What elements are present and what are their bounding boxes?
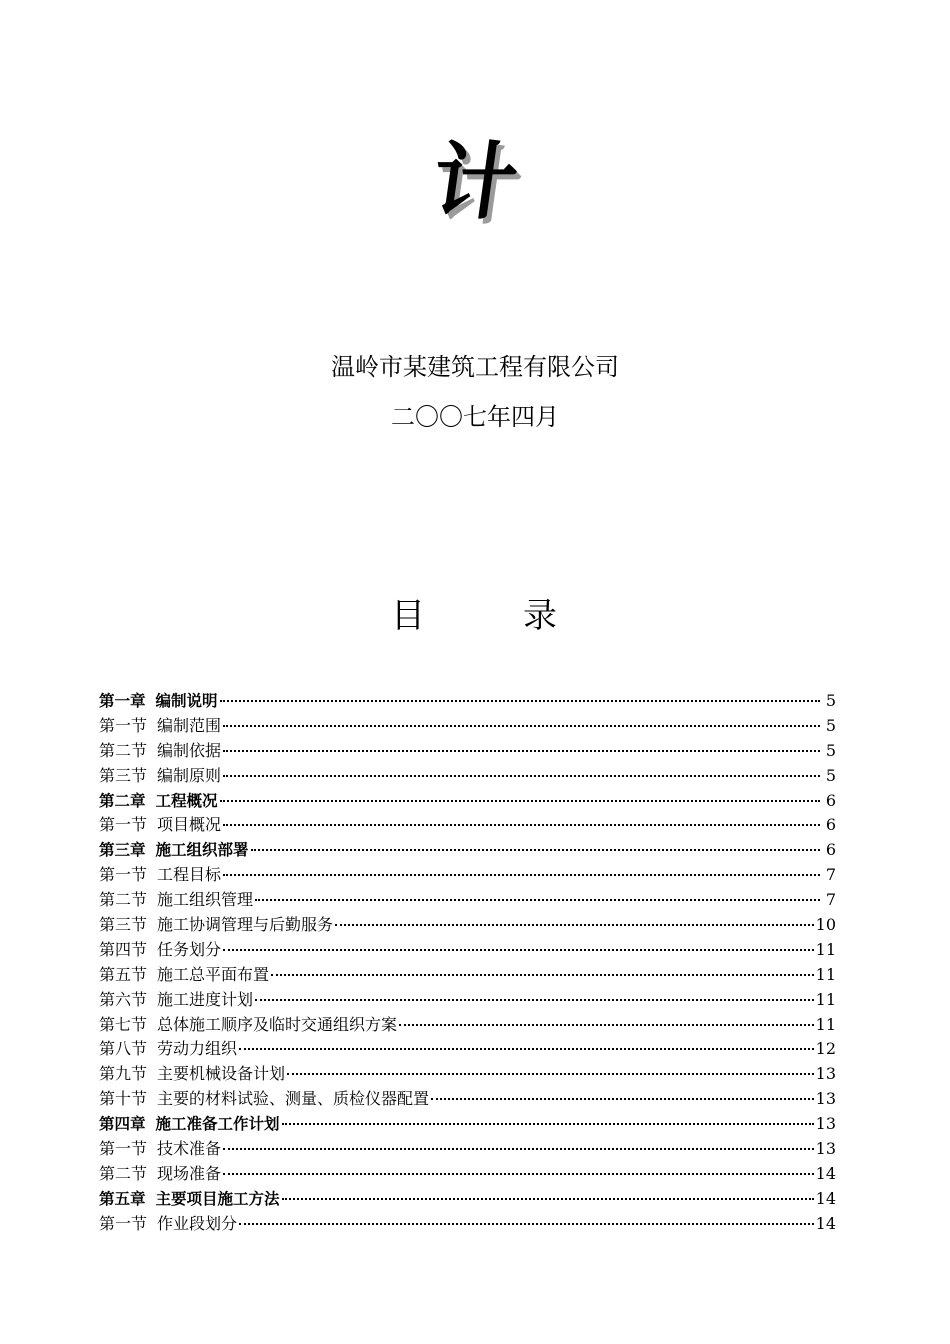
toc-page-number: 5	[825, 691, 836, 710]
toc-entry-title: 编制说明	[155, 692, 218, 710]
toc-entry-label	[99, 1112, 280, 1137]
toc-chapter-entry[interactable]	[99, 1112, 836, 1137]
toc-page-number: 7	[825, 865, 836, 885]
toc-page-number: 5	[825, 715, 836, 735]
toc-entry-number: 第一章	[99, 692, 146, 710]
toc-page-number: 11	[815, 989, 836, 1009]
toc-dot-leader	[223, 874, 820, 876]
toc-dot-leader	[255, 899, 820, 901]
toc-dot-leader	[271, 974, 814, 976]
toc-dot-leader	[335, 924, 814, 926]
toc-dot-leader	[223, 824, 820, 826]
cover-title: 计	[426, 133, 524, 231]
toc-entry-label	[99, 1162, 221, 1187]
toc-page-number: 5	[825, 765, 836, 785]
toc-entry-title: 主要项目施工方法	[155, 1189, 280, 1208]
toc-dot-leader	[251, 849, 820, 851]
toc-entry-number: 第四章	[99, 1115, 146, 1134]
toc-dot-leader	[220, 700, 820, 702]
toc-page-number: 11	[815, 964, 836, 984]
toc-entry-label	[99, 689, 218, 714]
toc-section-entry[interactable]	[99, 888, 836, 913]
toc-heading-right: 录	[523, 596, 559, 636]
toc-entry-title: 主要机械设备计划	[157, 1064, 286, 1084]
toc-section-entry[interactable]	[99, 988, 836, 1013]
toc-entry-number: 第四节	[99, 939, 148, 959]
toc-entry-number: 第六节	[99, 989, 148, 1009]
toc-page-number: 13	[815, 1114, 836, 1134]
toc-dot-leader	[282, 1123, 814, 1125]
toc-chapter-entry[interactable]	[99, 689, 836, 714]
toc-page-number: 6	[825, 790, 836, 810]
toc-entry-label	[99, 1062, 285, 1087]
toc-page-number: 7	[825, 890, 836, 910]
toc-entry-label	[99, 714, 221, 739]
toc-entry-title: 施工组织部署	[155, 841, 249, 860]
toc-page-number: 6	[825, 815, 836, 835]
toc-entry-title: 工程目标	[157, 865, 222, 885]
toc-dot-leader	[223, 750, 820, 752]
toc-entry-label	[99, 863, 221, 888]
toc-entry-title: 总体施工顺序及临时交通组织方案	[157, 1014, 398, 1034]
toc-entry-label	[99, 1087, 429, 1112]
toc-section-entry[interactable]	[99, 1087, 836, 1112]
toc-dot-leader	[255, 999, 814, 1001]
toc-section-entry[interactable]	[99, 1062, 836, 1087]
toc-section-entry[interactable]	[99, 1212, 836, 1237]
toc-entry-number: 第一节	[99, 1139, 148, 1159]
toc-entry-number: 第三节	[99, 915, 148, 935]
toc-section-entry[interactable]	[99, 1162, 836, 1187]
toc-entry-title: 项目概况	[157, 815, 222, 835]
toc-entry-title: 任务划分	[157, 939, 222, 959]
toc-entry-number: 第三章	[99, 841, 146, 860]
toc-entry-label	[99, 988, 253, 1013]
toc-page-number: 13	[815, 1089, 836, 1109]
toc-dot-leader	[223, 1148, 814, 1150]
toc-entry-label	[99, 764, 221, 789]
toc-section-entry[interactable]	[99, 863, 836, 888]
toc-entry-number: 第五节	[99, 964, 148, 984]
toc-entry-number: 第二章	[99, 791, 146, 810]
toc-section-entry[interactable]	[99, 1137, 836, 1162]
toc-entry-label	[99, 1013, 397, 1038]
toc-section-entry[interactable]	[99, 938, 836, 963]
toc-page-number: 14	[815, 1213, 836, 1233]
toc-heading	[0, 592, 950, 640]
toc-entry-title: 编制依据	[157, 740, 222, 760]
toc-entry-number: 第一节	[99, 815, 148, 835]
toc-entry-label	[99, 1037, 237, 1062]
toc-section-entry[interactable]	[99, 963, 836, 988]
toc-section-entry[interactable]	[99, 714, 836, 739]
toc-dot-leader	[223, 1173, 814, 1175]
toc-section-entry[interactable]	[99, 1037, 836, 1062]
toc-entry-label	[99, 1137, 221, 1162]
toc-entry-number: 第一节	[99, 865, 148, 885]
toc-entry-number: 第五章	[99, 1189, 146, 1208]
toc-entry-title: 施工进度计划	[157, 989, 254, 1009]
toc-page-number: 13	[815, 1139, 836, 1159]
toc-dot-leader	[223, 725, 820, 727]
toc-section-entry[interactable]	[99, 739, 836, 764]
toc-entry-number: 第三节	[99, 765, 148, 785]
toc-entry-title: 施工协调管理与后勤服务	[157, 915, 334, 935]
toc-dot-leader	[223, 775, 820, 777]
toc-chapter-entry[interactable]	[99, 789, 836, 814]
toc-entry-title: 现场准备	[157, 1163, 222, 1183]
toc-entry-title: 编制范围	[157, 715, 222, 735]
toc-section-entry[interactable]	[99, 1013, 836, 1038]
toc-entry-number: 第二节	[99, 890, 148, 910]
toc-entry-title: 主要的材料试验、测量、质检仪器配置	[157, 1089, 430, 1109]
toc-entry-label	[99, 789, 218, 814]
toc-entry-title: 劳动力组织	[157, 1039, 238, 1059]
toc-page-number: 5	[825, 740, 836, 760]
toc-entry-label	[99, 838, 249, 863]
toc-page-number: 14	[815, 1188, 836, 1208]
toc-entry-number: 第十节	[99, 1089, 148, 1109]
toc-dot-leader	[399, 1024, 814, 1026]
toc-entry-label	[99, 888, 253, 913]
toc-page-number: 14	[815, 1163, 836, 1183]
toc-page-number: 11	[815, 939, 836, 959]
toc-page-number: 10	[815, 915, 836, 935]
toc-entry-title: 施工准备工作计划	[155, 1115, 280, 1134]
toc-entry-title: 施工组织管理	[157, 890, 254, 910]
toc-dot-leader	[239, 1223, 814, 1225]
toc-entry-label	[99, 813, 221, 838]
toc-entry-label	[99, 1187, 280, 1212]
toc-entry-title: 技术准备	[157, 1139, 222, 1159]
toc-entry-number: 第七节	[99, 1014, 148, 1034]
toc-chapter-entry[interactable]	[99, 1187, 836, 1212]
toc-page-number: 12	[815, 1039, 836, 1059]
toc-dot-leader	[431, 1098, 814, 1100]
toc-dot-leader	[287, 1073, 814, 1075]
toc-entry-title: 施工总平面布置	[157, 964, 270, 984]
toc-entry-number: 第二节	[99, 1163, 148, 1183]
toc-entry-label	[99, 739, 221, 764]
toc-dot-leader	[223, 949, 814, 951]
toc-entry-number: 第一节	[99, 1213, 148, 1233]
toc-entry-label	[99, 913, 333, 938]
toc-dot-leader	[282, 1198, 814, 1200]
toc-entry-label	[99, 1212, 237, 1237]
toc-chapter-entry[interactable]	[99, 838, 836, 863]
toc-entry-title: 作业段划分	[157, 1213, 238, 1233]
toc-entry-label	[99, 963, 269, 988]
toc-entry-number: 第一节	[99, 715, 148, 735]
toc-page-number: 13	[815, 1064, 836, 1084]
company-name: 温岭市某建筑工程有限公司	[331, 353, 619, 381]
toc-entry-number: 第九节	[99, 1064, 148, 1084]
toc-page-number: 11	[815, 1014, 836, 1034]
toc-entry-number: 第二节	[99, 740, 148, 760]
table-of-contents	[99, 689, 836, 1237]
document-date: 二〇〇七年四月	[391, 403, 559, 431]
toc-heading-left: 目	[391, 596, 427, 636]
toc-section-entry[interactable]	[99, 913, 836, 938]
toc-page-number: 6	[825, 840, 836, 860]
toc-section-entry[interactable]	[99, 764, 836, 789]
toc-entry-title: 工程概况	[155, 791, 218, 810]
toc-entry-title: 编制原则	[157, 765, 222, 785]
toc-dot-leader	[220, 800, 820, 802]
toc-section-entry[interactable]	[99, 813, 836, 838]
toc-entry-number: 第八节	[99, 1039, 148, 1059]
toc-dot-leader	[239, 1048, 814, 1050]
toc-entry-label	[99, 938, 221, 963]
